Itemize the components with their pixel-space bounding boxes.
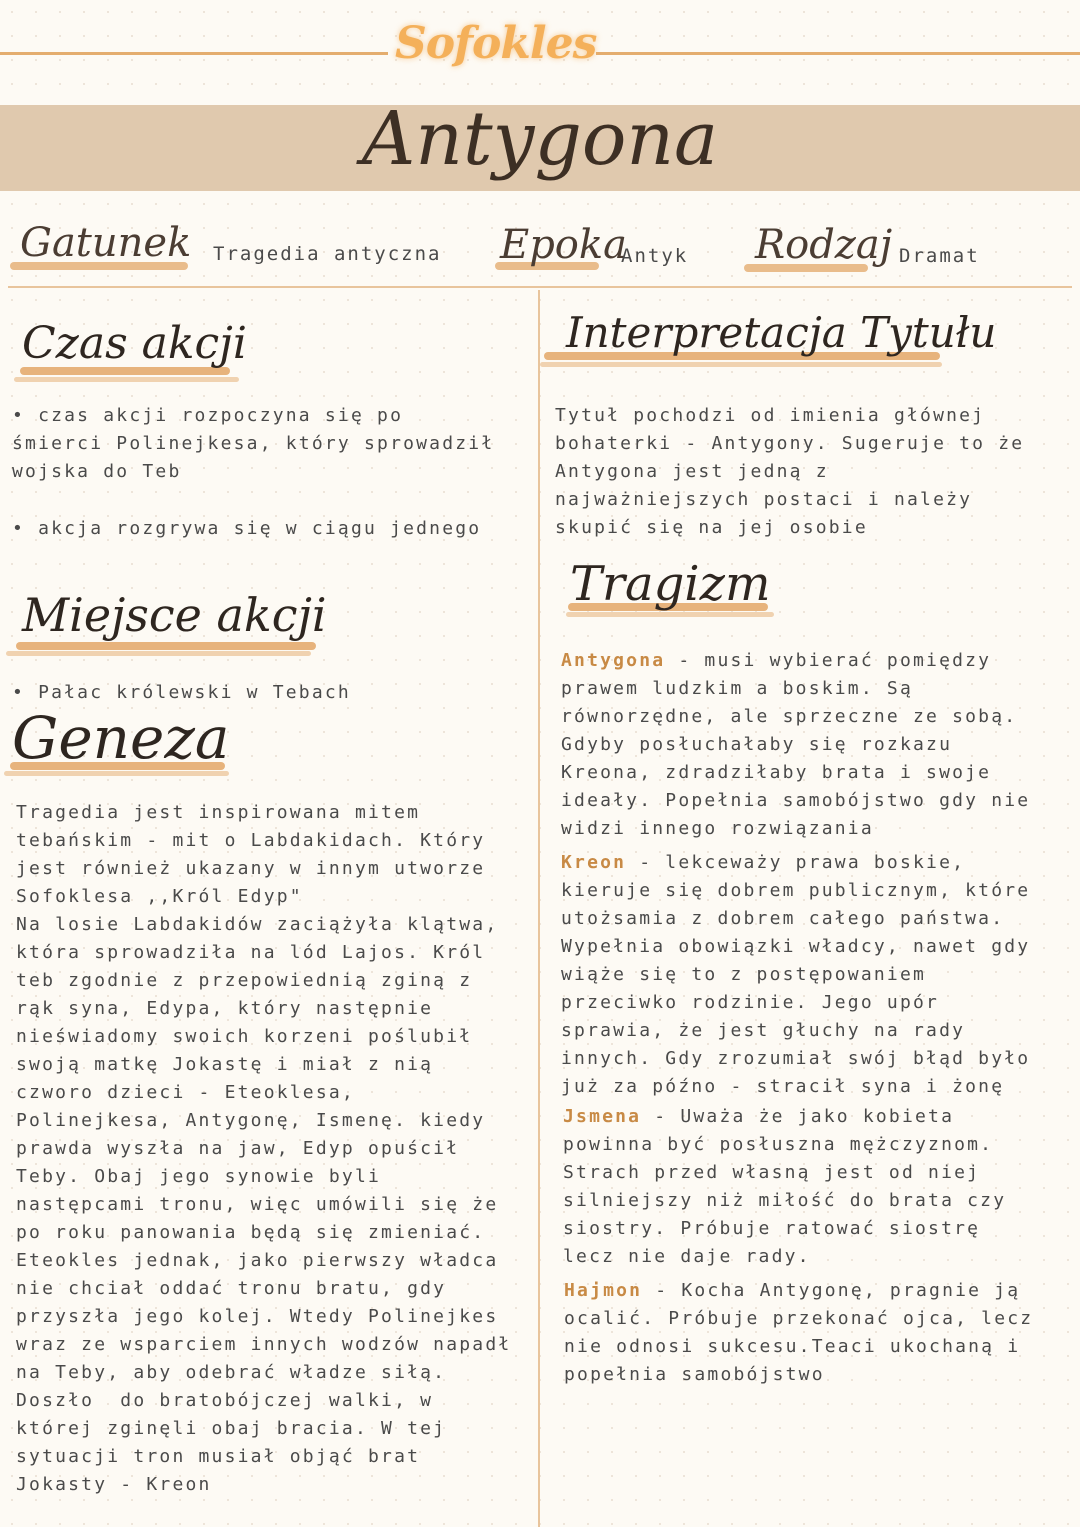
geneza-heading: Geneza: [12, 704, 230, 772]
interpretacja-text: Tytuł pochodzi od imienia głównej bohaterki - Antygony. Sugeruje to że Antygona jest jedną z najważniejszych postaci i należy skupić się na jej osobie: [555, 405, 1025, 538]
tragizm-ismena: [563, 1103, 1006, 1271]
hajmon-name: Hajmon: [564, 1280, 643, 1301]
header-line-right: [596, 52, 1080, 55]
czas-akcji-heading: Czas akcji: [22, 318, 247, 369]
tragizm-antygona: [561, 647, 1030, 843]
czas-akcji-bullet-1: • czas akcji rozpoczyna się po śmierci Polinejkesa, który sprowadził wojska do Teb: [12, 405, 495, 482]
miejsce-akcji-underline-thin: [6, 651, 311, 656]
epoka-label: Epoka: [500, 222, 627, 268]
antygona-name: Antygona: [561, 650, 666, 671]
kreon-description: - lekceważy prawa boskie, kieruje się dobrem publicznym, które utożsamia z dobrem całego państwa. Wypełnia obowiązki władcy, nawet gdy wiąże się to z postępowaniem przeciwko rodzinie. Jego upór sprawia, że jest głuchy na rady innych. Gdy zrozumiał swój błąd było już za późno - stracił syna i żonę: [561, 852, 1031, 1097]
miejsce-akcji-bullet-1: • Pałac królewski w Tebach: [12, 682, 351, 703]
header-line-left: [0, 52, 388, 55]
czas-akcji-underline-thin: [14, 377, 239, 382]
miejsce-akcji-underline: [16, 642, 316, 650]
column-divider: [538, 290, 540, 1527]
miejsce-akcji-heading: Miejsce akcji: [22, 588, 327, 642]
gatunek-label: Gatunek: [20, 220, 192, 266]
interpretacja-underline-thin: [540, 362, 942, 367]
rodzaj-label: Rodzaj: [755, 222, 893, 268]
horizontal-divider: [8, 286, 1072, 288]
hajmon-description: - Kocha Antygonę, pragnie ją ocalić. Próbuje przekonać ojca, lecz nie odnosi sukcesu.Teaci ukochaną i popełnia samobójstwo: [564, 1280, 1034, 1385]
tragizm-underline-thin: [566, 612, 774, 617]
geneza-text: Tragedia jest inspirowana mitem tebańskim - mit o Labdakidach. Który jest również ukazany w innym utworze Sofoklesa ,,Król Edyp" Na losie Labdakidów zaciążyła klątwa, która sprowadziła na lód Lajos. Król teb zgodnie z przepowiednią zginą z rąk syna, Edypa, który następnie nieświadomy swoich korzeni poślubił swoją matkę Jokastę i miał z nią czworo dzieci - Eteoklesa, Polinejkesa, Antygonę, Ismenę. kiedy prawda wyszła na jaw, Edyp opuścił Teby. Obaj jego synowie byli następcami tronu, więc umówili się że po roku panowania będą się zmieniać. Eteokles jednak, jako pierwszy władca nie chciał oddać tronu bratu, gdy przyszła jego kolej. Wtedy Polinejkes wraz ze wsparciem innych wodzów napadł na Teby, aby odebrać władze siłą. Doszło do bratobójczej walki, w której zginęli obaj bracia. W tej sytuacji tron musiał objąć brat Jokasty - Kreon: [16, 802, 512, 1495]
tragizm-heading: Tragizm: [570, 556, 771, 612]
rodzaj-value: Dramat: [899, 245, 980, 267]
kreon-name: Kreon: [561, 852, 627, 873]
author-name: Sofokles: [395, 18, 597, 69]
tragizm-kreon: [561, 849, 1030, 1101]
czas-akcji-bullet-2: • akcja rozgrywa się w ciągu jednego: [12, 518, 482, 539]
interpretacja-heading: Interpretacja Tytułu: [566, 308, 997, 357]
ismena-description: - Uważa że jako kobieta powinna być posłuszna mężczyznom. Strach przed własną jest od niej silniejszy niż miłość do brata czy siostry. Próbuje ratować siostrę lecz nie daje rady.: [563, 1106, 1007, 1267]
epoka-value: Antyk: [621, 245, 689, 267]
antygona-description: - musi wybierać pomiędzy prawem ludzkim a boskim. Są równorzędne, ale sprzeczne ze sobą. Gdyby posłuchałaby się rozkazu Kreona, zdradziłaby brata i swoje ideały. Popełnia samobójstwo gdy nie widzi innego rozwiązania: [561, 650, 1031, 839]
page-title: Antygona: [361, 96, 719, 182]
ismena-name: Jsmena: [563, 1106, 642, 1127]
gatunek-value: Tragedia antyczna: [213, 243, 442, 265]
tragizm-hajmon: [564, 1277, 1033, 1389]
